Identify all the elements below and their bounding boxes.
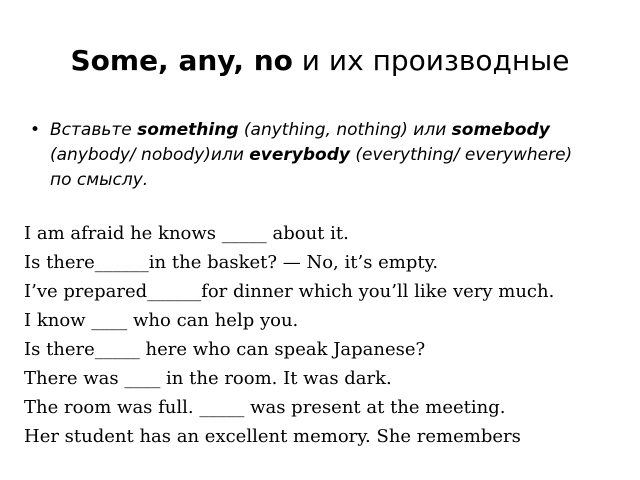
- exercise-line: Is there______in the basket? — No, it’s empty.: [24, 252, 439, 273]
- exercise-line: There was ____ in the room. It was dark.: [24, 368, 392, 389]
- instruction-part-4: (everything/ everywhere) по смыслу.: [50, 145, 573, 190]
- exercise-line: Her student has an excellent memory. She remembers: [24, 426, 521, 447]
- exercise-line: I am afraid he knows _____ about it.: [24, 223, 349, 244]
- instruction-keyword-something: something: [137, 120, 239, 140]
- exercise-line: I’ve prepared______for dinner which you’ll like very much.: [24, 281, 555, 302]
- instruction-keyword-somebody: somebody: [451, 120, 550, 140]
- exercise-line: The room was full. _____ was present at the meeting.: [24, 397, 506, 418]
- exercise-list: [24, 222, 624, 454]
- bullet-icon: •: [30, 120, 41, 140]
- exercise-line: Is there_____ here who can speak Japanese?: [24, 339, 426, 360]
- instruction-part-2: (anything, nothing) или: [238, 120, 452, 140]
- title-bold: Some, any, no: [70, 44, 293, 77]
- slide-title: [0, 44, 640, 78]
- instruction-part-3: (anybody/ nobody)или: [50, 145, 250, 165]
- instruction-part-1: Вставьте: [50, 120, 138, 140]
- instruction-text: [50, 118, 590, 193]
- title-rest: и их производные: [292, 44, 570, 77]
- instruction-keyword-everybody: everybody: [249, 145, 350, 165]
- instruction-item: [30, 118, 590, 193]
- exercise-line: I know ____ who can help you.: [24, 310, 299, 331]
